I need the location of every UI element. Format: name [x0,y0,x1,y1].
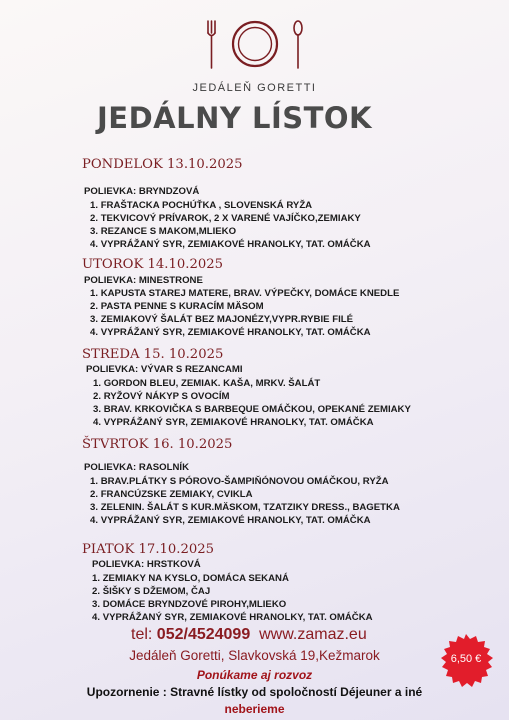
day-heading: PIATOK 17.10.2025 [82,542,215,557]
price-label: 6,50 € [450,653,482,665]
menu-item: 3. ZEMIAKOVÝ ŠALÁT BEZ MAJONÉZY,VYPR.RYBIE FILÉ [90,314,353,325]
menu-item: 1. GORDON BLEU, ZEMIAK. KAŠA, MRKV. ŠALÁT [93,378,321,389]
menu-item: 2. FRANCÚZSKE ZEMIAKY, CVIKLA [90,489,253,500]
menu-item: 2. ŠIŠKY S DŽEMOM, ČAJ [92,586,211,597]
page-title: JEDÁLNY LÍSTOK [97,101,373,135]
menu-item: 1. FRAŠTACKA POCHÚŤKA , SLOVENSKÁ RYŽA [90,200,313,211]
contact-line [131,626,367,644]
spoon-icon [294,21,302,68]
menu-item: 3. BRAV. KRKOVIČKA S BARBEQUE OMÁČKOU, OPEKANÉ ZEMIAKY [93,404,411,415]
address: Jedáleň Goretti, Slavkovská 19,Kežmarok [129,648,380,663]
soup-line: POLIEVKA: RASOLNÍK [84,462,190,473]
day-heading: PONDELOK 13.10.2025 [82,157,243,172]
day-heading: STREDA 15. 10.2025 [82,347,224,362]
plate-icon [233,22,277,66]
menu-item: 2. TEKVICOVÝ PRÍVAROK, 2 X VARENÉ VAJÍČKO,ZEMIAKY [90,213,361,224]
menu-item: 4. VYPRÁŽANÝ SYR, ZEMIAKOVÉ HRANOLKY, TAT. OMÁČKA [93,417,374,428]
menu-item: 2. PASTA PENNE S KURACÍM MÄSOM [90,301,264,312]
delivery-note: Ponúkame aj rozvoz [196,668,313,682]
soup-line: POLIEVKA: VÝVAR S REZANCAMI [86,364,243,375]
menu-item: 4. VYPRÁŽANÝ SYR, ZEMIAKOVÉ HRANOLKY, TAT. OMÁČKA [92,612,373,623]
soup-line: POLIEVKA: MINESTRONE [84,275,203,286]
menu-item: 1. BRAV.PLÁTKY S PÓROVO-ŠAMPIŇÓNOVOU OMÁČKOU, RYŽA [90,476,389,487]
day-heading: UTOROK 14.10.2025 [82,257,224,272]
notice-text-end: neberieme [224,702,285,716]
notice-text: Upozornenie : Stravné lístky od spoločností Déjeuner a iné [86,685,423,699]
restaurant-name: JEDÁLEŇ GORETTI [192,82,317,94]
menu-item: 1. ZEMIAKY NA KYSLO, DOMÁCA SEKANÁ [92,573,289,584]
website-link[interactable]: www.zamaz.eu [259,626,367,643]
phone-number[interactable]: 052/4524099 [156,626,251,643]
fork-icon [208,21,215,68]
menu-item: 1. KAPUSTA STAREJ MATERE, BRAV. VÝPEČKY, DOMÁCE KNEDLE [90,288,400,299]
day-heading: ŠTVRTOK 16. 10.2025 [82,437,233,452]
menu-item: 3. REZANCE S MAKOM,MLIEKO [90,226,237,237]
menu-item: 4. VYPRÁŽANÝ SYR, ZEMIAKOVÉ HRANOLKY, TAT. OMÁČKA [90,515,371,526]
menu-item: 3. DOMÁCE BRYNDZOVÉ PIROHY,MLIEKO [92,599,287,610]
menu-item: 4. VYPRÁŽANÝ SYR, ZEMIAKOVÉ HRANOLKY, TAT. OMÁČKA [90,327,371,338]
tel-label: tel: [131,626,153,643]
restaurant-logo-icon [204,18,306,72]
menu-item: 3. ZELENIN. ŠALÁT S KUR.MÄSKOM, TZATZIKY DRESS., BAGETKA [90,502,400,513]
soup-line: POLIEVKA: HRSTKOVÁ [92,559,201,570]
menu-item: 2. RYŽOVÝ NÁKYP S OVOCÍM [93,391,230,402]
soup-line: POLIEVKA: BRYNDZOVÁ [84,186,200,197]
menu-item: 4. VYPRÁŽANÝ SYR, ZEMIAKOVÉ HRANOLKY, TAT. OMÁČKA [90,239,371,250]
